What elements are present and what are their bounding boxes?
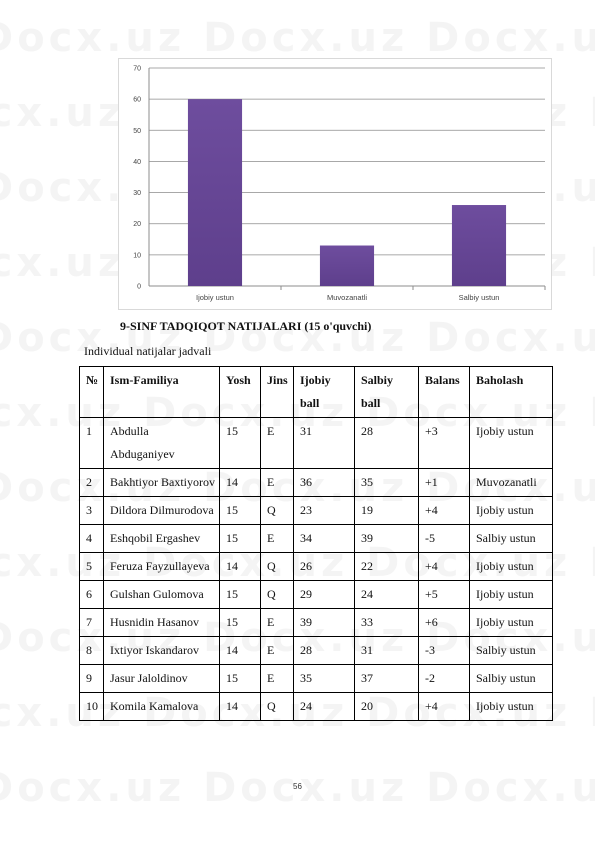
cell-gender: E (261, 637, 294, 665)
cell-negative: 33 (355, 609, 419, 637)
cell-gender: E (261, 469, 294, 497)
cell-negative: 31 (355, 637, 419, 665)
cell-assessment: Ijobiy ustun (470, 693, 553, 721)
y-tick-label: 50 (133, 127, 141, 135)
cell-balance: -2 (419, 665, 470, 693)
y-tick-label: 70 (133, 65, 141, 73)
header-name: Ism-Familiya (104, 367, 220, 418)
cell-name: Gulshan Gulomova (104, 581, 220, 609)
header-age: Yosh (220, 367, 261, 418)
table-row (80, 497, 553, 525)
cell-assessment: Salbiy ustun (470, 525, 553, 553)
cell-gender: E (261, 609, 294, 637)
cell-gender: E (261, 525, 294, 553)
cell-assessment: Muvozanatli (470, 469, 553, 497)
results-table (79, 366, 553, 721)
cell-balance: +5 (419, 581, 470, 609)
cell-age: 15 (220, 665, 261, 693)
cell-name: Dildora Dilmurodova (104, 497, 220, 525)
cell-name: Eshqobil Ergashev (104, 525, 220, 553)
y-tick-label: 0 (137, 283, 141, 291)
cell-positive: 23 (294, 497, 355, 525)
cell-negative: 24 (355, 581, 419, 609)
header-number: № (80, 367, 104, 418)
cell-age: 15 (220, 609, 261, 637)
cell-number: 3 (80, 497, 104, 525)
cell-gender: Q (261, 581, 294, 609)
y-tick-label: 10 (133, 252, 141, 260)
table-row (80, 609, 553, 637)
chart-canvas (119, 59, 551, 309)
bar (320, 246, 374, 286)
cell-number: 1 (80, 418, 104, 469)
y-tick-label: 20 (133, 221, 141, 229)
cell-negative: 20 (355, 693, 419, 721)
cell-negative: 19 (355, 497, 419, 525)
x-tick-label: Salbiy ustun (458, 293, 500, 302)
cell-negative: 39 (355, 525, 419, 553)
table-row (80, 581, 553, 609)
table-row (80, 693, 553, 721)
x-tick-label: Ijobiy ustun (196, 293, 234, 302)
bar-chart (118, 58, 552, 310)
cell-negative: 37 (355, 665, 419, 693)
cell-name: Ixtiyor Iskandarov (104, 637, 220, 665)
cell-name: Komila Kamalova (104, 693, 220, 721)
header-assessment: Baholash (470, 367, 553, 418)
table-row (80, 418, 553, 469)
table-row (80, 469, 553, 497)
cell-gender: Q (261, 553, 294, 581)
header-negative: Salbiy ball (355, 367, 419, 418)
cell-assessment: Ijobiy ustun (470, 581, 553, 609)
table-row (80, 665, 553, 693)
cell-number: 4 (80, 525, 104, 553)
cell-balance: -3 (419, 637, 470, 665)
cell-age: 14 (220, 637, 261, 665)
cell-positive: 39 (294, 609, 355, 637)
cell-assessment: Ijobiy ustun (470, 418, 553, 469)
cell-assessment: Ijobiy ustun (470, 497, 553, 525)
cell-age: 14 (220, 469, 261, 497)
table-title: Individual natijalar jadvali (84, 344, 212, 358)
header-positive: Ijobiy ball (294, 367, 355, 418)
cell-age: 15 (220, 581, 261, 609)
cell-age: 15 (220, 497, 261, 525)
cell-negative: 28 (355, 418, 419, 469)
cell-gender: Q (261, 693, 294, 721)
cell-positive: 24 (294, 693, 355, 721)
cell-assessment: Ijobiy ustun (470, 609, 553, 637)
cell-number: 9 (80, 665, 104, 693)
cell-negative: 35 (355, 469, 419, 497)
cell-balance: -5 (419, 525, 470, 553)
table-row (80, 525, 553, 553)
cell-name: Jasur Jaloldinov (104, 665, 220, 693)
cell-number: 8 (80, 637, 104, 665)
cell-positive: 36 (294, 469, 355, 497)
table-row (80, 637, 553, 665)
table-header-row (80, 367, 553, 418)
cell-positive: 35 (294, 665, 355, 693)
cell-positive: 29 (294, 581, 355, 609)
cell-number: 2 (80, 469, 104, 497)
chart-caption: 9-SINF TADQIQOT NATIJALARI (15 o'quvchi) (120, 319, 372, 333)
cell-gender: E (261, 418, 294, 469)
cell-gender: E (261, 665, 294, 693)
cell-balance: +4 (419, 497, 470, 525)
cell-balance: +3 (419, 418, 470, 469)
y-tick-label: 40 (133, 158, 141, 166)
cell-negative: 22 (355, 553, 419, 581)
bar (452, 205, 506, 286)
cell-name: Abdulla Abduganiyev (104, 418, 220, 469)
cell-name: Husnidin Hasanov (104, 609, 220, 637)
cell-balance: +4 (419, 693, 470, 721)
bar (188, 99, 242, 286)
cell-assessment: Ijobiy ustun (470, 553, 553, 581)
cell-assessment: Salbiy ustun (470, 665, 553, 693)
header-gender: Jins (261, 367, 294, 418)
watermark-line (0, 15, 595, 61)
cell-positive: 34 (294, 525, 355, 553)
cell-balance: +6 (419, 609, 470, 637)
cell-balance: +4 (419, 553, 470, 581)
cell-age: 14 (220, 553, 261, 581)
cell-gender: Q (261, 497, 294, 525)
cell-positive: 31 (294, 418, 355, 469)
cell-age: 15 (220, 525, 261, 553)
cell-age: 14 (220, 693, 261, 721)
x-tick-label: Muvozanatli (326, 293, 368, 302)
header-balance: Balans (419, 367, 470, 418)
y-tick-label: 30 (133, 190, 141, 198)
cell-name: Feruza Fayzullayeva (104, 553, 220, 581)
cell-balance: +1 (419, 469, 470, 497)
page-number: 56 (293, 782, 302, 791)
cell-number: 10 (80, 693, 104, 721)
cell-age: 15 (220, 418, 261, 469)
cell-number: 6 (80, 581, 104, 609)
cell-positive: 26 (294, 553, 355, 581)
table-row (80, 553, 553, 581)
cell-name: Bakhtiyor Baxtiyorov (104, 469, 220, 497)
cell-positive: 28 (294, 637, 355, 665)
cell-number: 7 (80, 609, 104, 637)
cell-assessment: Salbiy ustun (470, 637, 553, 665)
y-tick-label: 60 (133, 96, 141, 104)
cell-number: 5 (80, 553, 104, 581)
